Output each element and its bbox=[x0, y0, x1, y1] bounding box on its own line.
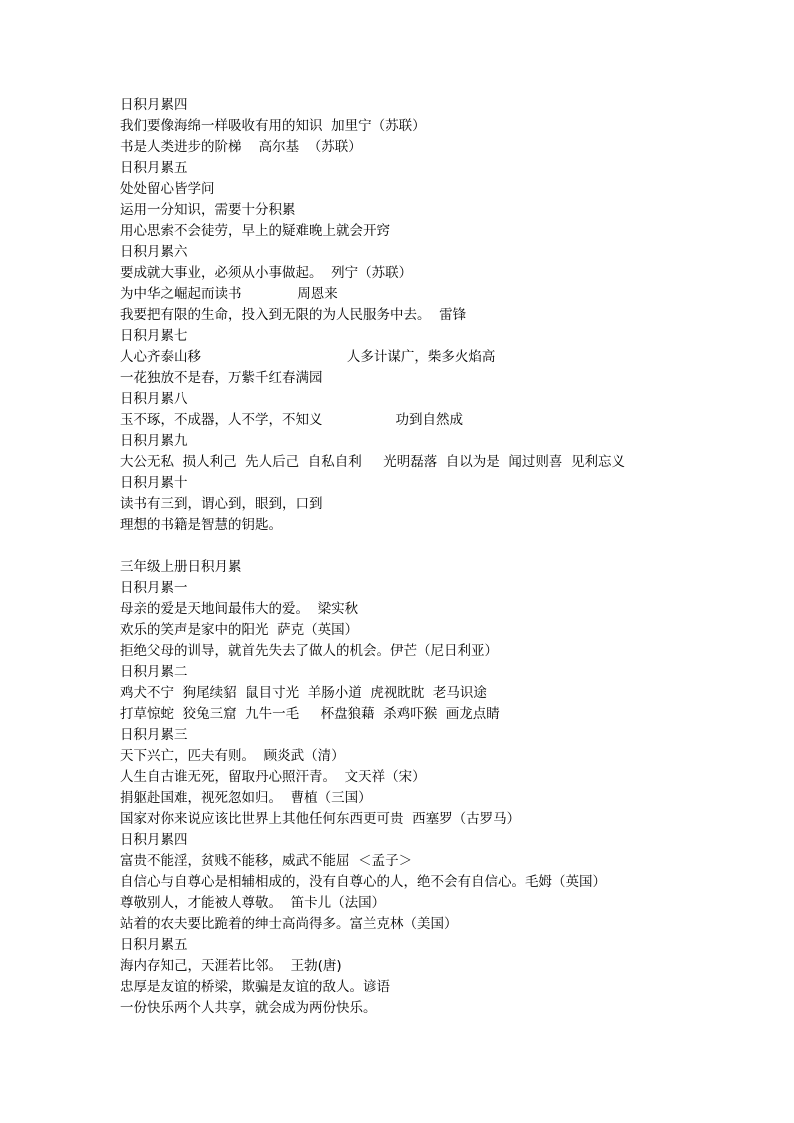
text-line: 日积月累四 bbox=[120, 97, 188, 113]
text-line: 日积月累四 bbox=[120, 832, 188, 848]
text-line: 海内存知己，天涯若比邻。 王勃(唐) bbox=[120, 958, 342, 974]
text-line: 日积月累五 bbox=[120, 160, 188, 176]
text-line: 我要把有限的生命，投入到无限的为人民服务中去。 雷锋 bbox=[120, 307, 467, 323]
text-line: 大公无私 损人利己 先人后己 自私自利 光明磊落 自以为是 闻过则喜 见利忘义 bbox=[120, 454, 625, 470]
text-line: 欢乐的笑声是家中的阳光 萨克（英国） bbox=[120, 622, 359, 638]
text-line: 忠厚是友谊的桥梁，欺骗是友谊的敌人。谚语 bbox=[120, 979, 390, 995]
text-line: 日积月累十 bbox=[120, 475, 188, 491]
text-line: 一份快乐两个人共享，就会成为两份快乐。 bbox=[120, 1000, 377, 1016]
text-line: 鸡犬不宁 狗尾续貂 鼠目寸光 羊肠小道 虎视眈眈 老马识途 bbox=[120, 685, 487, 701]
text-line: 母亲的爱是天地间最伟大的爱。 梁实秋 bbox=[120, 601, 359, 617]
section-title: 三年级上册日积月累 bbox=[120, 559, 242, 575]
text-line: 运用一分知识，需要十分积累 bbox=[120, 202, 296, 218]
text-line: 要成就大事业，必须从小事做起。 列宁（苏联） bbox=[120, 265, 413, 281]
text-line: 日积月累五 bbox=[120, 937, 188, 953]
text-line: 读书有三到，谓心到，眼到，口到 bbox=[120, 496, 323, 512]
text-line: 为中华之崛起而读书 周恩来 bbox=[120, 286, 338, 302]
text-line: 尊敬别人，才能被人尊敬。 笛卡儿（法国） bbox=[120, 895, 386, 911]
text-line: 日积月累三 bbox=[120, 727, 188, 743]
text-line: 富贵不能淫，贫贱不能移，威武不能屈 ＜孟子＞ bbox=[120, 853, 413, 869]
text-line: 日积月累六 bbox=[120, 244, 188, 260]
text-line: 人心齐泰山移 人多计谋广，柴多火焰高 bbox=[120, 349, 496, 365]
text-line: 人生自古谁无死，留取丹心照汗青。 文天祥（宋） bbox=[120, 769, 426, 785]
text-line: 处处留心皆学问 bbox=[120, 181, 215, 197]
text-line: 站着的农夫要比跪着的绅士高尚得多。富兰克林（美国） bbox=[120, 916, 458, 932]
text-line: 一花独放不是春，万紫千红春满园 bbox=[120, 370, 323, 386]
text-line: 拒绝父母的训导，就首先失去了做人的机会。伊芒（尼日利亚） bbox=[120, 643, 498, 659]
text-line: 日积月累九 bbox=[120, 433, 188, 449]
text-line: 国家对你来说应该比世界上其他任何东西更可贵 西塞罗（古罗马） bbox=[120, 811, 521, 827]
text-line: 日积月累七 bbox=[120, 328, 188, 344]
text-line: 我们要像海绵一样吸收有用的知识 加里宁（苏联） bbox=[120, 118, 426, 134]
text-line: 自信心与自尊心是相辅相成的，没有自尊心的人，绝不会有自信心。毛姆（英国） bbox=[120, 874, 606, 890]
text-line: 用心思索不会徒劳，早上的疑难晚上就会开窍 bbox=[120, 223, 390, 239]
text-line: 打草惊蛇 狡兔三窟 九牛一毛 杯盘狼藉 杀鸡吓猴 画龙点睛 bbox=[120, 706, 500, 722]
text-line: 日积月累二 bbox=[120, 664, 188, 680]
text-line: 日积月累一 bbox=[120, 580, 188, 596]
text-line: 玉不琢，不成器，人不学，不知义 功到自然成 bbox=[120, 412, 463, 428]
text-line: 天下兴亡，匹夫有则。 顾炎武（清） bbox=[120, 748, 345, 764]
text-line: 捐躯赴国难，视死忽如归。 曹植（三国） bbox=[120, 790, 372, 806]
text-line: 书是人类进步的阶梯 高尔基 （苏联） bbox=[120, 139, 362, 155]
text-line: 理想的书籍是智慧的钥匙。 bbox=[120, 517, 282, 533]
text-line: 日积月累八 bbox=[120, 391, 188, 407]
